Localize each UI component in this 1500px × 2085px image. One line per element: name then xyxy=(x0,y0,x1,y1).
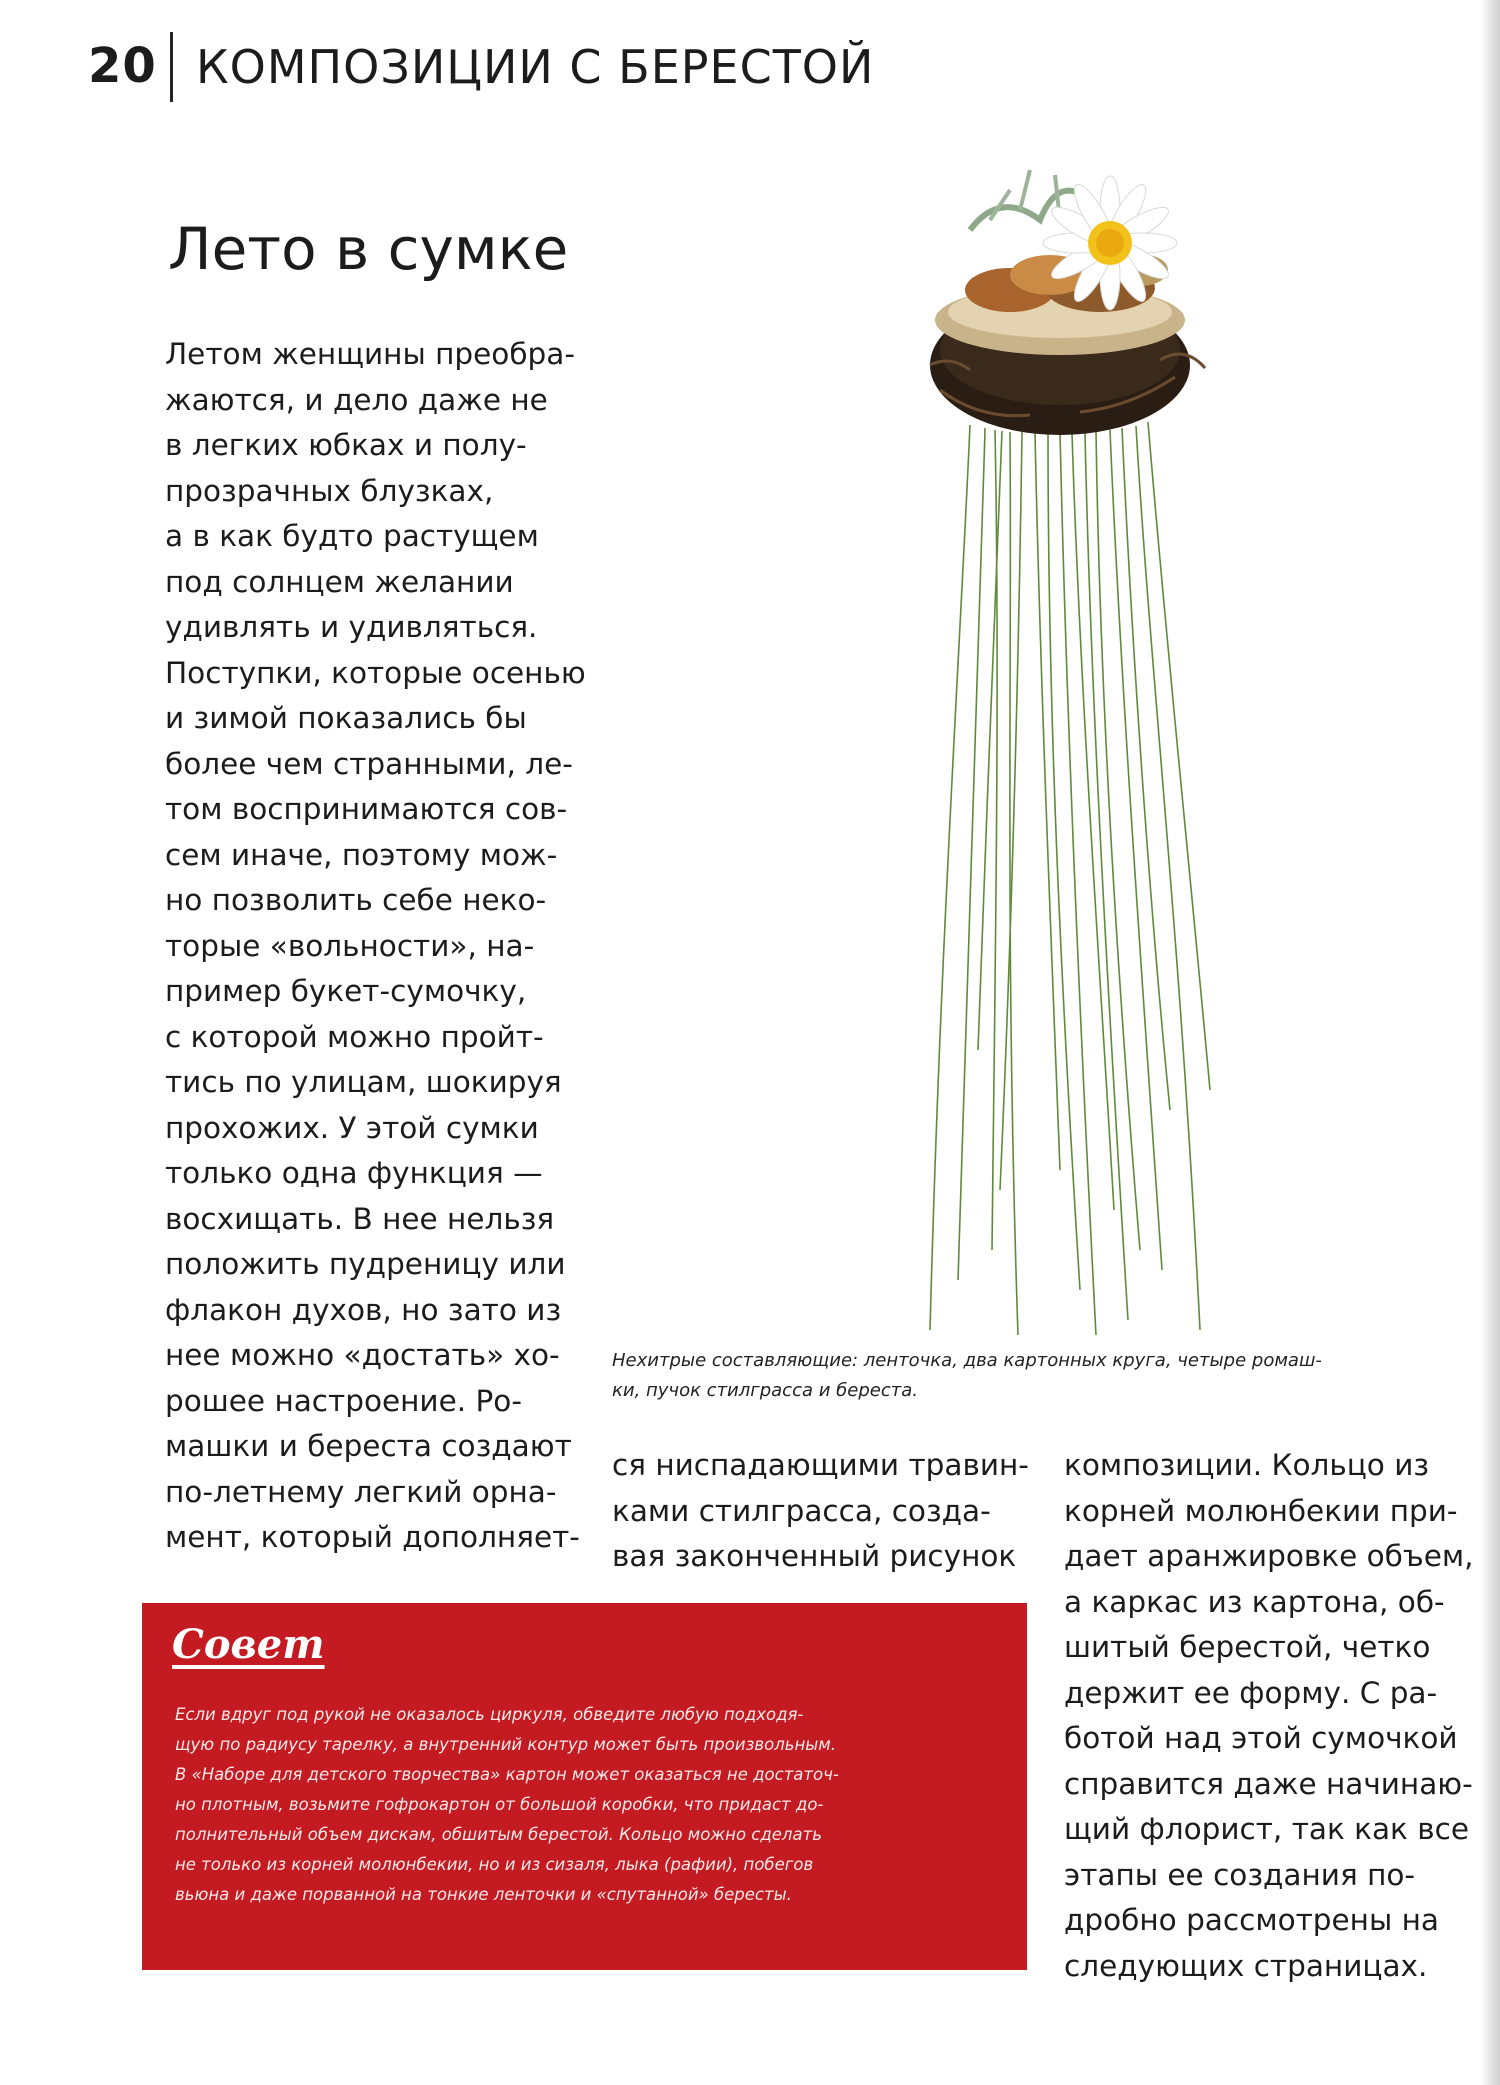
body-column-1-line: жаются, и дело даже не xyxy=(165,382,548,417)
caption-line: Нехитрые составляющие: ленточка, два картонных круга, четыре ромаш- xyxy=(612,1350,1322,1371)
body-column-1-line: а в как будто растущем xyxy=(165,519,539,553)
tip-box xyxy=(142,1603,1027,1970)
body-column-3-line: щий флорист, так как все xyxy=(1064,1812,1469,1846)
caption-line: ки, пучок стилграсса и береста. xyxy=(612,1380,918,1401)
body-column-1-line: в легких юбках и полу- xyxy=(165,428,527,462)
tip-text-line: В «Наборе для детского творчества» картон может оказаться не достаточ- xyxy=(175,1765,839,1784)
body-column-2-line: ся ниспадающими травин- xyxy=(612,1448,1029,1482)
stilgrass-stems-image xyxy=(930,422,1210,1335)
body-column-3-line: ботой над этой сумочкой xyxy=(1064,1721,1458,1755)
body-column-1-line: по-летнему легкий орна- xyxy=(165,1474,557,1509)
tip-text-line: не только из корней молюнбекии, но и из сизаля, лыка (рафии), побегов xyxy=(175,1855,814,1874)
body-column-1-line: флакон духов, но зато из xyxy=(165,1292,562,1327)
body-column-1-line: нее можно «достать» хо- xyxy=(165,1338,560,1372)
page-edge-shadow xyxy=(1480,0,1500,2085)
body-column-2 xyxy=(612,1443,1029,1580)
body-column-1-line: том воспринимаются сов- xyxy=(165,792,568,826)
tip-text xyxy=(175,1700,839,1910)
body-column-1-line: удивлять и удивляться. xyxy=(165,610,538,644)
header-divider xyxy=(170,32,173,102)
tip-text-line: щую по радиусу тарелку, а внутренний контур может быть произвольным. xyxy=(175,1735,836,1754)
body-column-3 xyxy=(1064,1443,1473,1989)
body-column-1 xyxy=(165,332,586,1561)
body-column-1-line: под солнцем желании xyxy=(165,564,514,599)
tip-title: Совет xyxy=(172,1621,325,1668)
bouquet-bag-photo xyxy=(900,150,1250,1335)
body-column-1-line: прозрачных блузках, xyxy=(165,473,494,508)
page-number: 20 xyxy=(88,38,157,94)
body-column-1-line: положить пудреницу или xyxy=(165,1247,566,1281)
body-column-3-line: шитый берестой, четко xyxy=(1064,1630,1431,1664)
body-column-3-line: следующих страницах. xyxy=(1064,1948,1428,1983)
body-column-1-line: сем иначе, поэтому мож- xyxy=(165,837,558,872)
body-column-1-line: рошее настроение. Ро- xyxy=(165,1383,522,1418)
body-column-3-line: дает аранжировке объем, xyxy=(1064,1539,1474,1573)
article-title: Лето в сумке xyxy=(168,215,569,283)
body-column-1-line: с которой можно пройт- xyxy=(165,1019,544,1054)
body-column-1-line: более чем странными, ле- xyxy=(165,746,573,781)
photo-caption xyxy=(612,1346,1472,1406)
body-column-1-line: но позволить себе неко- xyxy=(165,883,547,917)
tip-text-line: полнительный объем дискам, обшитым берестой. Кольцо можно сделать xyxy=(175,1825,822,1844)
body-column-2-line: ками стилграсса, созда- xyxy=(612,1493,991,1528)
body-column-1-line: машки и береста создают xyxy=(165,1429,572,1463)
body-column-1-line: пример букет-сумочку, xyxy=(165,974,527,1008)
body-column-1-line: Поступки, которые осенью xyxy=(165,655,586,690)
body-column-1-line: тись по улицам, шокируя xyxy=(165,1065,562,1099)
body-column-1-line: мент, который дополняет- xyxy=(165,1520,580,1554)
body-column-1-line: и зимой показались бы xyxy=(165,701,527,735)
body-column-2-line: вая законченный рисунок xyxy=(612,1539,1017,1573)
tip-text-line: Если вдруг под рукой не оказалось циркуля, обведите любую подходя- xyxy=(175,1705,804,1724)
body-column-3-line: держит ее форму. С ра- xyxy=(1064,1675,1438,1710)
tip-text-line: вьюна и даже порванной на тонкие ленточки и «спутанной» бересты. xyxy=(175,1885,792,1904)
tip-text-line: но плотным, возьмите гофрокартон от большой коробки, что придаст до- xyxy=(175,1795,824,1814)
body-column-1-line: прохожих. У этой сумки xyxy=(165,1110,539,1145)
body-column-3-line: этапы ее создания по- xyxy=(1064,1857,1416,1892)
body-column-3-line: дробно рассмотрены на xyxy=(1064,1903,1440,1937)
body-column-1-line: только одна функция — xyxy=(165,1156,543,1190)
body-column-3-line: корней молюнбекии при- xyxy=(1064,1493,1458,1528)
body-column-3-line: справится даже начинаю- xyxy=(1064,1766,1473,1801)
body-column-3-line: композиции. Кольцо из xyxy=(1064,1448,1430,1482)
body-column-1-line: восхищать. В нее нельзя xyxy=(165,1201,555,1236)
body-column-1-line: торые «вольности», на- xyxy=(165,928,535,963)
section-title: КОМПОЗИЦИИ С БЕРЕСТОЙ xyxy=(196,40,875,94)
body-column-3-line: а каркас из картона, об- xyxy=(1064,1584,1445,1619)
body-column-1-line: Летом женщины преобра- xyxy=(165,337,575,371)
